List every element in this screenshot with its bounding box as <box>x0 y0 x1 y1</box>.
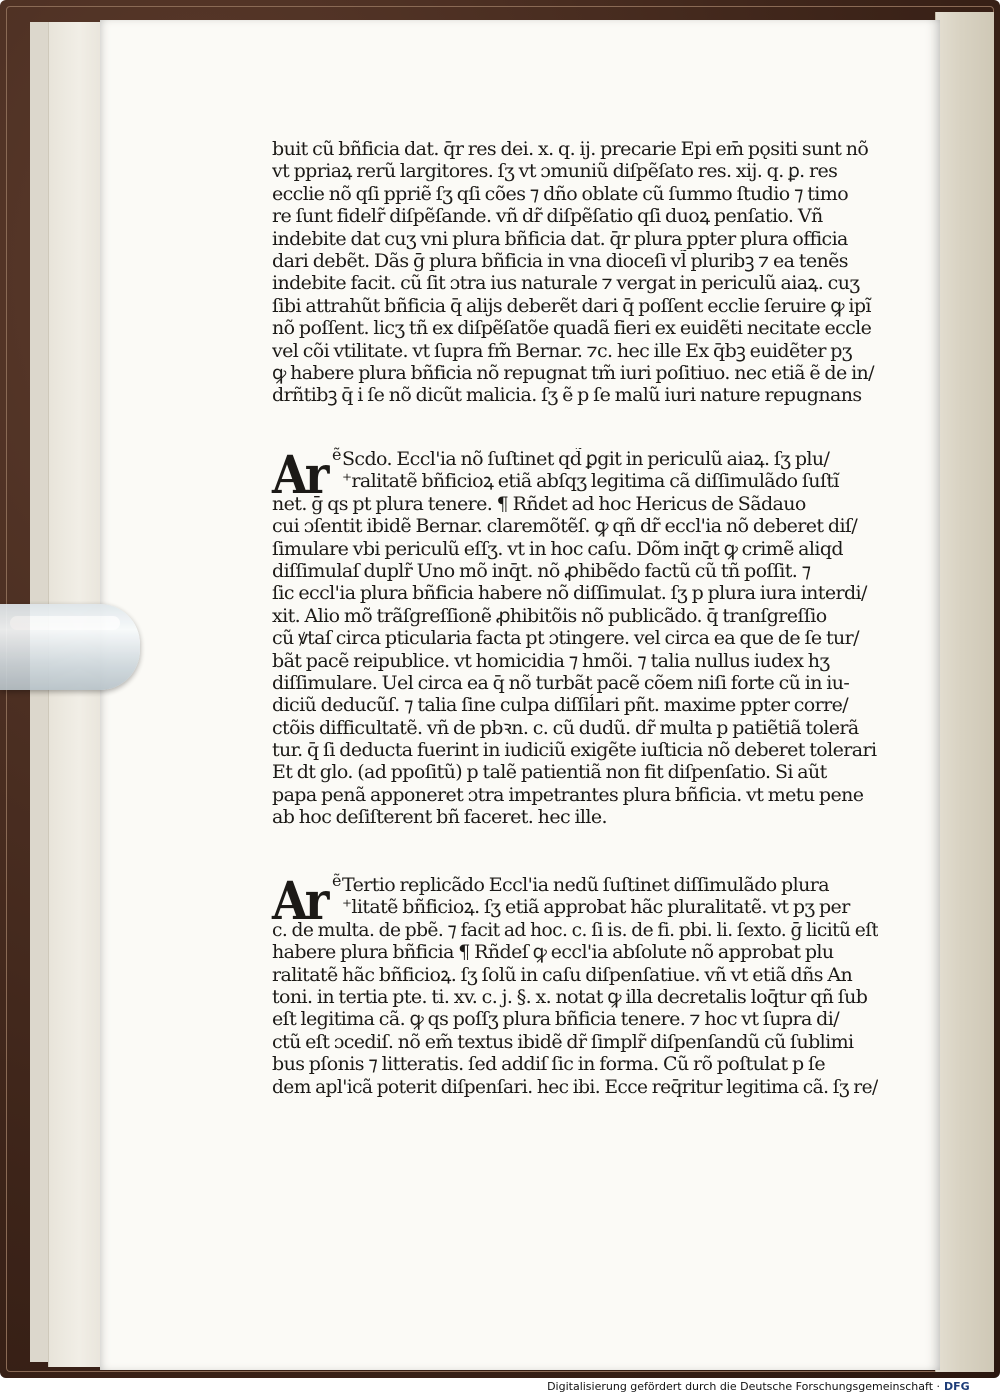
paragraph-3 <box>272 871 878 1098</box>
text-line: diſſimulaſ duplr̃ Uno mõ inq̄t. nõ ꝓhibẽdo factũ cũ tñ poſſit. ⁊ <box>272 559 811 582</box>
text-line: drñtibꝫ q̄ i ſe nõ dicũt malicia. ſʒ ẽ p ſe malũ iuri nature repugnans <box>272 384 862 407</box>
text-line: indebite facit. cũ ſit ɔtra ius naturale ⁊ vergat in periculũ aiaꝝ. cuʒ <box>272 272 860 295</box>
text-line: diſſimulare. Uel circa ea q̄ nõ turbãt pacẽ cõem niſi forte cũ in iu- <box>272 671 850 694</box>
paragraph-1 <box>272 138 878 407</box>
text-line: tur. q̄ ſi deducta fuerint in iudiciũ exigẽte iuſticia nõ deberet tolerari <box>272 739 877 762</box>
text-line: ralitatẽ hãc bñficioꝝ. ſʒ ſolũ in caſu diſpenſatiue. vñ vt etiã dñs An <box>272 963 853 986</box>
initial-abbreviation-mark: ẽ <box>332 871 342 890</box>
text-line: buit cũ bñficia dat. q̄r res dei. x. q. ij. precarie Epi em̄ pǫsiti sunt nõ <box>272 138 869 160</box>
text-line: xit. Alio mõ trãſgreſſionẽ ꝓhibitõis nõ publicãdo. q̄ tranſgreſſio <box>272 604 827 627</box>
footer-bar <box>0 1378 1000 1395</box>
text-line: cui ɔſentit ibidẽ Bernar. claremõtẽſ. ꝙ qñ dr̃ eccl'ia nõ deberet diſ/ <box>272 515 858 538</box>
text-line: ecclie nõ qſi ppriẽ ſʒ qſi cões ⁊ dño oblate cũ ſummo ſtudio ⁊ timo <box>272 182 849 205</box>
text-line: ⁺ralitatẽ bñficioꝝ etiã abſqʒ legitima cã diſſimulãdo ſuſtĩ <box>342 470 839 493</box>
text-line: dari debẽt. Dãs ḡ plura bñficia in vna dioceſi vl̃ pluribꝫ ⁊ ea tenẽs <box>272 249 848 272</box>
text-line: ctõis difficultatẽ. vñ de pbꝛn. c. cũ dudũ. dr̃ multa p patiẽtiã tolerã <box>272 716 859 739</box>
text-line: habere plura bñficia ¶ Rñdeſ ꝙ eccl'ia abſolute nõ approbat plu <box>272 941 834 964</box>
text-line: net. ḡ qs pt plura tenere. ¶ Rñdet ad hoc Hericus de Sãdauo <box>272 492 806 515</box>
text-line: cũ ꝟtaſ circa pticularia facta pt ɔtingere. vel circa ea que de ſe tur/ <box>272 627 859 650</box>
paragraph-2 <box>272 445 878 829</box>
text-line: diciũ deducũſ. ⁊ talia ſine culpa diſſiĺari pñt. maxime ppter corre/ <box>272 694 849 717</box>
text-line: re ſunt fidelr̃ diſpẽſande. vñ dr̃ diſpẽſatio qſi duoꝝ penſatio. Vñ <box>272 205 823 228</box>
glass-page-weight <box>0 604 140 690</box>
text-line: dem apl'icã poterit diſpenſari. hec ibi. Ecce req̄ritur legitima cã. ſʒ re/ <box>272 1075 878 1098</box>
text-line: Et dt glo. (ad ppoſitũ) p talẽ patientiã non fit diſpenſatio. Si aũt <box>272 761 827 784</box>
text-line: bus pſonis ⁊ litteratis. ſed addiſ ſic in forma. Cũ rõ poſtulat p ſe <box>272 1053 826 1076</box>
dfg-logo: DFG <box>944 1380 970 1393</box>
funding-credit: Digitalisierung gefördert durch die Deutsche Forschungsgemeinschaft · <box>547 1380 940 1393</box>
text-line: ꝙ habere plura bñficia nõ repugnat tm̃ iuri poſitiuo. nec etiã ẽ de in/ <box>272 361 874 384</box>
text-line: nõ poſſent. licʒ tñ ex diſpẽſatõe quadã fieri ex euidẽti necitate eccle <box>272 317 872 340</box>
text-line: ſic eccl'ia plura bñficia habere nõ diſſimulat. ſʒ p plura iura interdi/ <box>272 582 867 605</box>
text-line: toni. in tertia pte. ti. xv. c. j. §. x. notat ꝙ illa decretalis loq̄tur qñ ſub <box>272 985 868 1008</box>
text-line: ⁺litatẽ bñficioꝝ. ſʒ etiã approbat hãc pluralitatẽ. vt pʒ per <box>342 896 850 919</box>
text-line: papa penã apponeret ɔtra impetrantes plura bñficia. vt metu pene <box>272 783 864 806</box>
initial-letter: Ar <box>272 871 326 932</box>
text-line: ſimulare vbi periculũ eſſʒ. vt in hoc caſu. Dõm inq̄t ꝙ crimẽ aliqd <box>272 537 843 560</box>
text-line: eſt legitima cã. ꝙ qs poſſʒ plura bñficia tenere. ⁊ hoc vt ſupra di/ <box>272 1008 840 1031</box>
initial-abbreviation-mark: ẽ <box>332 445 342 464</box>
text-line: indebite dat cuʒ vni plura bñficia dat. q̄r plura ppter plura officia <box>272 227 848 250</box>
text-line: ab hoc deſiſterent bñ faceret. hec ille. <box>272 806 607 829</box>
text-line: bãt pacẽ reipublice. vt homicidia ⁊ hmõi. ⁊ talia nullus iudex hʒ <box>272 649 830 672</box>
text-line: vt ppriaꝝ rerũ largitores. ſʒ vt ɔmuniũ diſpẽſato res. xij. q. ꝑ. res <box>272 160 838 183</box>
text-line: Scdo. Eccl'ia nõ ſuſtinet qd̃ ꝑgit in periculũ aiaꝝ. ſʒ plu/ <box>342 448 830 470</box>
text-line: ctũ eſt ɔcediſ. nõ em̃ textus ibidẽ dr̃ ſimplr̃ diſpenſandũ cũ ſublimi <box>272 1030 854 1053</box>
text-line: vel cõi vtilitate. vt ſupra fm̃ Bernar. ⁊c. hec ille Ex q̄bꝫ euidẽter pʒ <box>272 339 852 362</box>
text-line: c. de multa. de pbẽ. ⁊ facit ad hoc. c. ſi is. de fi. pbi. li. ſexto. ḡ licitũ eſt <box>272 918 878 941</box>
text-line: ſibi attrahũt bñficia q̄ alijs deberẽt dari q̄ poſſent ecclie ſeruire ꝙ ipĩ <box>272 294 871 317</box>
initial-letter: Ar <box>272 445 326 506</box>
page-block-edge <box>935 12 994 1372</box>
text-line: Tertio replicãdo Eccl'ia nedũ ſuſtinet diſſimulãdo plura <box>342 874 829 896</box>
